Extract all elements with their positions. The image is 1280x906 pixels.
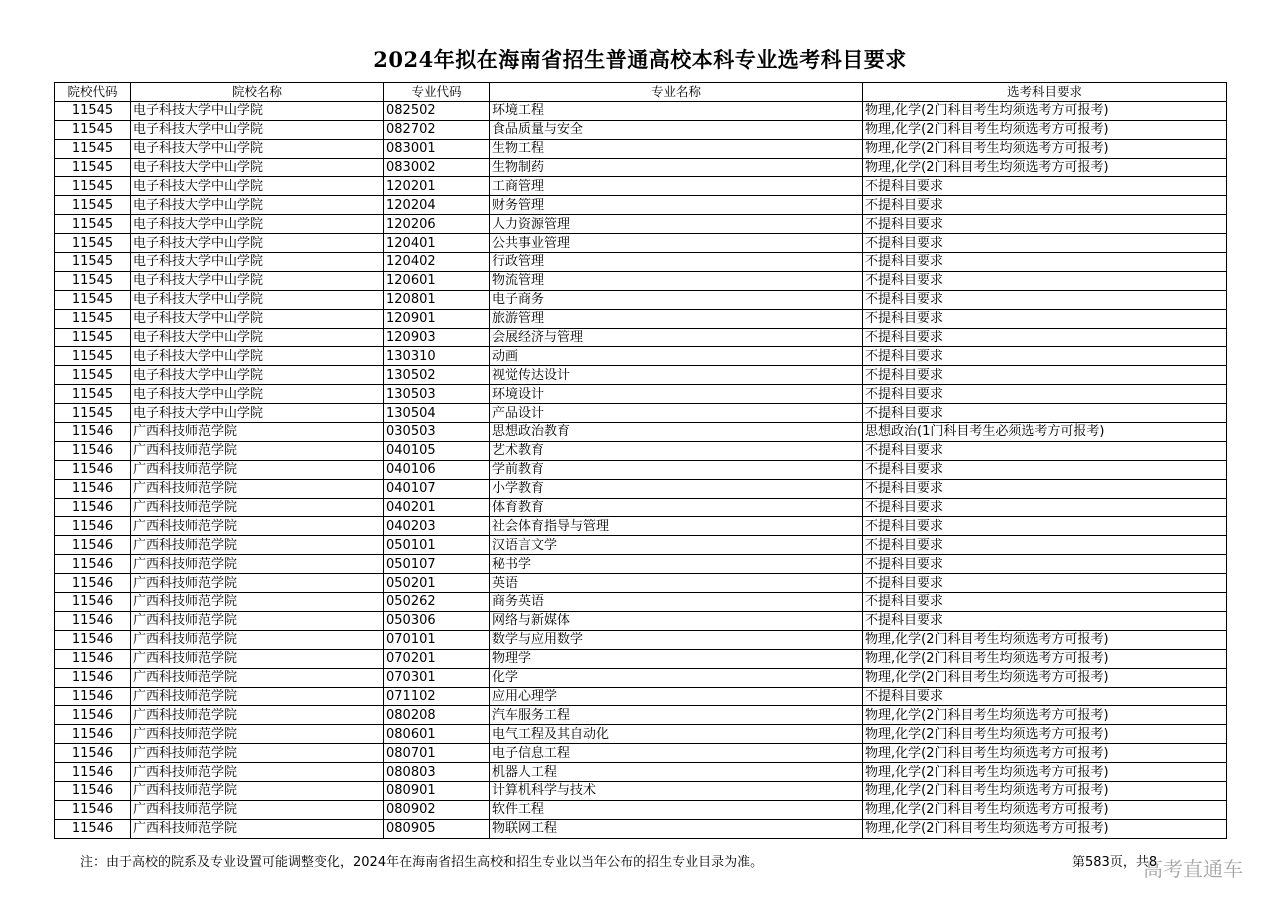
- major-name-cell: 应用心理学: [490, 687, 863, 706]
- school-code-cell: 11545: [55, 215, 131, 234]
- subject-requirement-cell: 不提科目要求: [863, 271, 1227, 290]
- major-code-cell: 040201: [384, 498, 490, 517]
- table-row: [55, 290, 1227, 309]
- school-code-cell: 11546: [55, 517, 131, 536]
- school-name-cell: 电子科技大学中山学院: [131, 196, 384, 215]
- major-code-cell: 130504: [384, 404, 490, 423]
- major-name-cell: 产品设计: [490, 404, 863, 423]
- major-name-cell: 思想政治教育: [490, 423, 863, 442]
- school-code-cell: 11546: [55, 498, 131, 517]
- table-row: [55, 101, 1227, 120]
- major-name-cell: 食品质量与安全: [490, 120, 863, 139]
- major-code-cell: 050306: [384, 611, 490, 630]
- school-name-cell: 广西科技师范学院: [131, 668, 384, 687]
- school-code-cell: 11546: [55, 574, 131, 593]
- watermark-text: 高考直通车: [1143, 857, 1243, 881]
- subject-requirement-cell: 不提科目要求: [863, 555, 1227, 574]
- major-name-cell: 公共事业管理: [490, 234, 863, 253]
- major-name-cell: 计算机科学与技术: [490, 781, 863, 800]
- major-name-cell: 数学与应用数学: [490, 630, 863, 649]
- major-code-cell: 070201: [384, 649, 490, 668]
- major-name-cell: 学前教育: [490, 460, 863, 479]
- table-row: [55, 347, 1227, 366]
- school-code-cell: 11545: [55, 101, 131, 120]
- major-name-cell: 视觉传达设计: [490, 366, 863, 385]
- header-major-code: 专业代码: [384, 83, 490, 102]
- school-code-cell: 11546: [55, 649, 131, 668]
- school-code-cell: 11545: [55, 347, 131, 366]
- school-name-cell: 电子科技大学中山学院: [131, 271, 384, 290]
- school-code-cell: 11546: [55, 781, 131, 800]
- major-code-cell: 070301: [384, 668, 490, 687]
- major-name-cell: 动画: [490, 347, 863, 366]
- school-code-cell: 11545: [55, 404, 131, 423]
- school-code-cell: 11546: [55, 668, 131, 687]
- school-code-cell: 11546: [55, 706, 131, 725]
- school-code-cell: 11546: [55, 479, 131, 498]
- school-name-cell: 电子科技大学中山学院: [131, 120, 384, 139]
- table-row: [55, 234, 1227, 253]
- table-row: [55, 215, 1227, 234]
- subject-requirement-cell: 不提科目要求: [863, 385, 1227, 404]
- table-row: [55, 177, 1227, 196]
- table-row: [55, 366, 1227, 385]
- subject-requirement-cell: 物理,化学(2门科目考生均须选考方可报考): [863, 120, 1227, 139]
- subject-requirement-cell: 物理,化学(2门科目考生均须选考方可报考): [863, 158, 1227, 177]
- school-name-cell: 广西科技师范学院: [131, 819, 384, 838]
- school-code-cell: 11545: [55, 139, 131, 158]
- table-row: [55, 819, 1227, 838]
- major-code-cell: 120401: [384, 234, 490, 253]
- subject-requirement-cell: 不提科目要求: [863, 687, 1227, 706]
- major-name-cell: 秘书学: [490, 555, 863, 574]
- school-code-cell: 11545: [55, 271, 131, 290]
- subject-requirement-cell: 不提科目要求: [863, 479, 1227, 498]
- school-code-cell: 11546: [55, 725, 131, 744]
- major-name-cell: 社会体育指导与管理: [490, 517, 863, 536]
- subject-requirement-cell: 物理,化学(2门科目考生均须选考方可报考): [863, 101, 1227, 120]
- table-row: [55, 441, 1227, 460]
- school-code-cell: 11546: [55, 819, 131, 838]
- major-code-cell: 083002: [384, 158, 490, 177]
- subject-requirement-cell: 不提科目要求: [863, 574, 1227, 593]
- major-code-cell: 080901: [384, 781, 490, 800]
- subject-requirement-cell: 不提科目要求: [863, 253, 1227, 272]
- subject-requirement-cell: 不提科目要求: [863, 460, 1227, 479]
- school-code-cell: 11546: [55, 555, 131, 574]
- major-name-cell: 旅游管理: [490, 309, 863, 328]
- table-row: [55, 668, 1227, 687]
- subject-requirement-cell: 不提科目要求: [863, 441, 1227, 460]
- school-code-cell: 11546: [55, 441, 131, 460]
- table-row: [55, 253, 1227, 272]
- school-name-cell: 广西科技师范学院: [131, 763, 384, 782]
- subject-requirement-cell: 物理,化学(2门科目考生均须选考方可报考): [863, 763, 1227, 782]
- subject-requirement-cell: 物理,化学(2门科目考生均须选考方可报考): [863, 744, 1227, 763]
- table-row: [55, 763, 1227, 782]
- major-code-cell: 050101: [384, 536, 490, 555]
- school-name-cell: 广西科技师范学院: [131, 536, 384, 555]
- table-row: [55, 158, 1227, 177]
- school-code-cell: 11546: [55, 536, 131, 555]
- subject-requirement-cell: 不提科目要求: [863, 177, 1227, 196]
- major-name-cell: 行政管理: [490, 253, 863, 272]
- school-name-cell: 广西科技师范学院: [131, 498, 384, 517]
- page-number: 第583页，共8: [1072, 855, 1158, 870]
- subject-requirement-cell: 物理,化学(2门科目考生均须选考方可报考): [863, 781, 1227, 800]
- major-code-cell: 120601: [384, 271, 490, 290]
- table-row: [55, 309, 1227, 328]
- table-row: [55, 479, 1227, 498]
- school-code-cell: 11545: [55, 309, 131, 328]
- table-body: [55, 101, 1227, 838]
- major-name-cell: 小学教育: [490, 479, 863, 498]
- school-code-cell: 11545: [55, 366, 131, 385]
- table-row: [55, 611, 1227, 630]
- major-code-cell: 030503: [384, 423, 490, 442]
- subject-requirement-cell: 物理,化学(2门科目考生均须选考方可报考): [863, 649, 1227, 668]
- major-name-cell: 财务管理: [490, 196, 863, 215]
- table-row: [55, 196, 1227, 215]
- major-code-cell: 120903: [384, 328, 490, 347]
- major-code-cell: 130503: [384, 385, 490, 404]
- major-code-cell: 040105: [384, 441, 490, 460]
- school-name-cell: 广西科技师范学院: [131, 441, 384, 460]
- school-code-cell: 11546: [55, 763, 131, 782]
- school-code-cell: 11545: [55, 177, 131, 196]
- table-row: [55, 725, 1227, 744]
- school-name-cell: 电子科技大学中山学院: [131, 139, 384, 158]
- table-row: [55, 630, 1227, 649]
- table-row: [55, 517, 1227, 536]
- header-subject-requirement: 选考科目要求: [863, 83, 1227, 102]
- school-name-cell: 广西科技师范学院: [131, 423, 384, 442]
- subject-requirement-cell: 不提科目要求: [863, 196, 1227, 215]
- school-name-cell: 电子科技大学中山学院: [131, 290, 384, 309]
- major-code-cell: 040203: [384, 517, 490, 536]
- header-school-code: 院校代码: [55, 83, 131, 102]
- school-name-cell: 广西科技师范学院: [131, 649, 384, 668]
- major-code-cell: 120801: [384, 290, 490, 309]
- major-name-cell: 汽车服务工程: [490, 706, 863, 725]
- header-school-name: 院校名称: [131, 83, 384, 102]
- school-code-cell: 11545: [55, 234, 131, 253]
- school-code-cell: 11545: [55, 120, 131, 139]
- school-name-cell: 广西科技师范学院: [131, 630, 384, 649]
- school-code-cell: 11546: [55, 687, 131, 706]
- school-name-cell: 电子科技大学中山学院: [131, 177, 384, 196]
- major-code-cell: 080701: [384, 744, 490, 763]
- table-row: [55, 800, 1227, 819]
- major-name-cell: 物理学: [490, 649, 863, 668]
- major-code-cell: 050201: [384, 574, 490, 593]
- subject-requirement-cell: 不提科目要求: [863, 234, 1227, 253]
- subject-requirements-table: [54, 82, 1227, 839]
- major-code-cell: 070101: [384, 630, 490, 649]
- major-code-cell: 071102: [384, 687, 490, 706]
- major-code-cell: 050107: [384, 555, 490, 574]
- major-code-cell: 083001: [384, 139, 490, 158]
- school-name-cell: 广西科技师范学院: [131, 479, 384, 498]
- page-title: 2024年拟在海南省招生普通高校本科专业选考科目要求: [373, 47, 907, 72]
- major-code-cell: 120402: [384, 253, 490, 272]
- school-name-cell: 广西科技师范学院: [131, 781, 384, 800]
- major-name-cell: 电气工程及其自动化: [490, 725, 863, 744]
- table-row: [55, 120, 1227, 139]
- school-code-cell: 11546: [55, 423, 131, 442]
- major-code-cell: 080905: [384, 819, 490, 838]
- school-name-cell: 广西科技师范学院: [131, 611, 384, 630]
- school-code-cell: 11546: [55, 630, 131, 649]
- table-row: [55, 706, 1227, 725]
- major-name-cell: 商务英语: [490, 593, 863, 612]
- major-name-cell: 生物制药: [490, 158, 863, 177]
- major-code-cell: 120204: [384, 196, 490, 215]
- subject-requirement-cell: 不提科目要求: [863, 611, 1227, 630]
- major-code-cell: 080803: [384, 763, 490, 782]
- subject-requirement-cell: 物理,化学(2门科目考生均须选考方可报考): [863, 819, 1227, 838]
- major-name-cell: 物联网工程: [490, 819, 863, 838]
- school-code-cell: 11545: [55, 253, 131, 272]
- major-name-cell: 物流管理: [490, 271, 863, 290]
- table-row: [55, 139, 1227, 158]
- table-row: [55, 593, 1227, 612]
- school-name-cell: 广西科技师范学院: [131, 460, 384, 479]
- school-name-cell: 电子科技大学中山学院: [131, 404, 384, 423]
- school-code-cell: 11545: [55, 290, 131, 309]
- table-row: [55, 781, 1227, 800]
- school-name-cell: 电子科技大学中山学院: [131, 366, 384, 385]
- table-row: [55, 555, 1227, 574]
- major-code-cell: 050262: [384, 593, 490, 612]
- major-name-cell: 电子信息工程: [490, 744, 863, 763]
- school-name-cell: 广西科技师范学院: [131, 706, 384, 725]
- subject-requirement-cell: 不提科目要求: [863, 215, 1227, 234]
- table-row: [55, 574, 1227, 593]
- subject-requirement-cell: 不提科目要求: [863, 404, 1227, 423]
- major-name-cell: 电子商务: [490, 290, 863, 309]
- major-name-cell: 生物工程: [490, 139, 863, 158]
- table-row: [55, 404, 1227, 423]
- school-code-cell: 11545: [55, 196, 131, 215]
- school-name-cell: 电子科技大学中山学院: [131, 385, 384, 404]
- school-name-cell: 广西科技师范学院: [131, 555, 384, 574]
- school-code-cell: 11545: [55, 158, 131, 177]
- major-name-cell: 人力资源管理: [490, 215, 863, 234]
- major-code-cell: 120206: [384, 215, 490, 234]
- major-name-cell: 网络与新媒体: [490, 611, 863, 630]
- major-name-cell: 体育教育: [490, 498, 863, 517]
- school-name-cell: 电子科技大学中山学院: [131, 328, 384, 347]
- subject-requirement-cell: 物理,化学(2门科目考生均须选考方可报考): [863, 725, 1227, 744]
- subject-requirement-cell: 不提科目要求: [863, 593, 1227, 612]
- school-name-cell: 电子科技大学中山学院: [131, 309, 384, 328]
- subject-requirement-cell: 不提科目要求: [863, 536, 1227, 555]
- subject-requirement-cell: 物理,化学(2门科目考生均须选考方可报考): [863, 139, 1227, 158]
- subject-requirement-cell: 不提科目要求: [863, 328, 1227, 347]
- major-name-cell: 环境设计: [490, 385, 863, 404]
- school-name-cell: 电子科技大学中山学院: [131, 253, 384, 272]
- table-row: [55, 498, 1227, 517]
- school-name-cell: 广西科技师范学院: [131, 574, 384, 593]
- subject-requirement-cell: 物理,化学(2门科目考生均须选考方可报考): [863, 630, 1227, 649]
- school-name-cell: 电子科技大学中山学院: [131, 101, 384, 120]
- subject-requirement-cell: 不提科目要求: [863, 498, 1227, 517]
- school-name-cell: 电子科技大学中山学院: [131, 234, 384, 253]
- school-code-cell: 11546: [55, 460, 131, 479]
- major-name-cell: 环境工程: [490, 101, 863, 120]
- subject-requirement-cell: 不提科目要求: [863, 517, 1227, 536]
- school-name-cell: 广西科技师范学院: [131, 687, 384, 706]
- footnote: 注：由于高校的院系及专业设置可能调整变化，2024年在海南省招生高校和招生专业以当年公布的招生专业目录为准。: [80, 855, 764, 870]
- subject-requirement-cell: 物理,化学(2门科目考生均须选考方可报考): [863, 800, 1227, 819]
- school-code-cell: 11546: [55, 744, 131, 763]
- major-code-cell: 082702: [384, 120, 490, 139]
- major-code-cell: 130502: [384, 366, 490, 385]
- school-name-cell: 广西科技师范学院: [131, 517, 384, 536]
- table-row: [55, 744, 1227, 763]
- school-name-cell: 广西科技师范学院: [131, 725, 384, 744]
- subject-requirement-cell: 思想政治(1门科目考生必须选考方可报考): [863, 423, 1227, 442]
- table-header-row: [55, 83, 1227, 102]
- major-code-cell: 080601: [384, 725, 490, 744]
- major-code-cell: 080902: [384, 800, 490, 819]
- major-code-cell: 040107: [384, 479, 490, 498]
- subject-requirement-cell: 不提科目要求: [863, 290, 1227, 309]
- major-name-cell: 软件工程: [490, 800, 863, 819]
- table-row: [55, 328, 1227, 347]
- school-name-cell: 广西科技师范学院: [131, 800, 384, 819]
- table-row: [55, 536, 1227, 555]
- table-row: [55, 687, 1227, 706]
- subject-requirement-cell: 不提科目要求: [863, 347, 1227, 366]
- table-row: [55, 423, 1227, 442]
- school-code-cell: 11545: [55, 328, 131, 347]
- school-code-cell: 11545: [55, 385, 131, 404]
- major-code-cell: 120201: [384, 177, 490, 196]
- school-name-cell: 电子科技大学中山学院: [131, 158, 384, 177]
- major-code-cell: 040106: [384, 460, 490, 479]
- subject-requirement-cell: 不提科目要求: [863, 309, 1227, 328]
- school-code-cell: 11546: [55, 593, 131, 612]
- school-code-cell: 11546: [55, 800, 131, 819]
- major-name-cell: 机器人工程: [490, 763, 863, 782]
- table-row: [55, 460, 1227, 479]
- major-code-cell: 080208: [384, 706, 490, 725]
- table-row: [55, 649, 1227, 668]
- major-name-cell: 艺术教育: [490, 441, 863, 460]
- major-name-cell: 化学: [490, 668, 863, 687]
- school-name-cell: 电子科技大学中山学院: [131, 215, 384, 234]
- major-code-cell: 120901: [384, 309, 490, 328]
- school-name-cell: 广西科技师范学院: [131, 593, 384, 612]
- header-major-name: 专业名称: [490, 83, 863, 102]
- table-row: [55, 385, 1227, 404]
- subject-requirement-cell: 物理,化学(2门科目考生均须选考方可报考): [863, 706, 1227, 725]
- major-code-cell: 130310: [384, 347, 490, 366]
- major-name-cell: 工商管理: [490, 177, 863, 196]
- table-row: [55, 271, 1227, 290]
- major-code-cell: 082502: [384, 101, 490, 120]
- school-name-cell: 广西科技师范学院: [131, 744, 384, 763]
- subject-requirement-cell: 不提科目要求: [863, 366, 1227, 385]
- school-name-cell: 电子科技大学中山学院: [131, 347, 384, 366]
- major-name-cell: 会展经济与管理: [490, 328, 863, 347]
- subject-requirement-cell: 物理,化学(2门科目考生均须选考方可报考): [863, 668, 1227, 687]
- school-code-cell: 11546: [55, 611, 131, 630]
- major-name-cell: 汉语言文学: [490, 536, 863, 555]
- major-name-cell: 英语: [490, 574, 863, 593]
